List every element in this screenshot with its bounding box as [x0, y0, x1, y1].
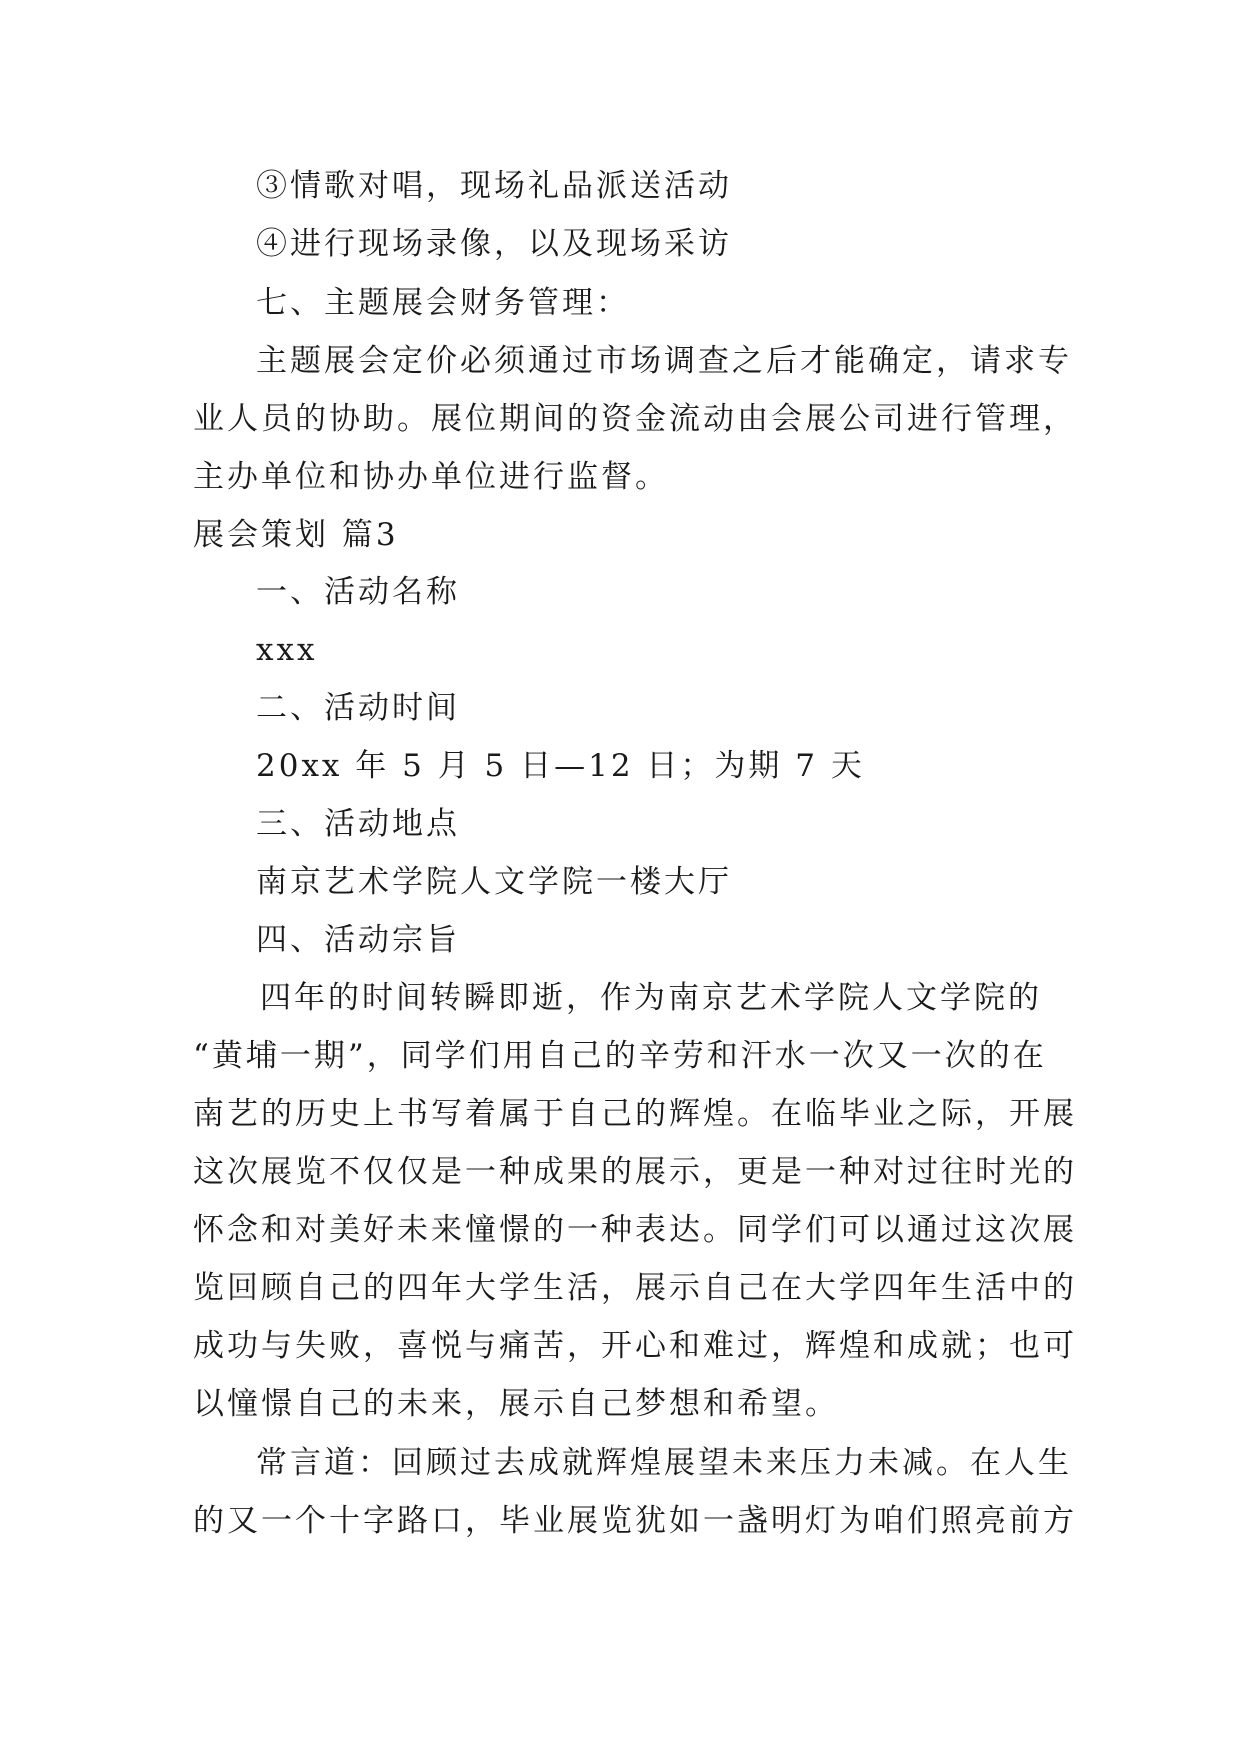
activity-time: 20xx 年 5 月 5 日—12 日；为期 7 天 — [256, 748, 865, 784]
section-heading-1: 一、活动名称 — [256, 574, 460, 610]
paragraph-line: 主办单位和协办单位进行监督。 — [193, 459, 669, 495]
section-heading-3: 三、活动地点 — [256, 806, 460, 842]
paragraph-line: 常言道：回顾过去成就辉煌展望未来压力未减。在人生 — [256, 1445, 1072, 1481]
section-heading-7: 七、主题展会财务管理： — [256, 285, 630, 321]
paragraph-line: 主题展会定价必须通过市场调查之后才能确定，请求专 — [256, 343, 1072, 379]
paragraph-line: 的又一个十字路口，毕业展览犹如一盏明灯为咱们照亮前方 — [193, 1503, 1077, 1539]
paragraph-line: 这次展览不仅仅是一种成果的展示，更是一种对过往时光的 — [193, 1154, 1077, 1190]
section-heading-4: 四、活动宗旨 — [256, 922, 460, 958]
paragraph-line: 怀念和对美好未来憧憬的一种表达。同学们可以通过这次展 — [193, 1212, 1077, 1248]
list-item-3: ③情歌对唱，现场礼品派送活动 — [256, 168, 732, 204]
paragraph-line: 四年的时间转瞬即逝，作为南京艺术学院人文学院的 — [260, 980, 1042, 1016]
list-item-4: ④进行现场录像，以及现场采访 — [256, 226, 732, 262]
article-title: 展会策划 篇3 — [193, 517, 399, 553]
activity-name: xxx — [256, 632, 318, 668]
paragraph-line: 成功与失败，喜悦与痛苦，开心和难过，辉煌和成就；也可 — [193, 1328, 1077, 1364]
paragraph-line: “黄埔一期”，同学们用自己的辛劳和汗水一次又一次的在 — [193, 1038, 1047, 1074]
activity-location: 南京艺术学院人文学院一楼大厅 — [256, 864, 732, 900]
paragraph-line: 览回顾自己的四年大学生活，展示自己在大学四年生活中的 — [193, 1270, 1077, 1306]
section-heading-2: 二、活动时间 — [256, 690, 460, 726]
paragraph-line: 以憧憬自己的未来，展示自己梦想和希望。 — [193, 1386, 839, 1422]
paragraph-line: 业人员的协助。展位期间的资金流动由会展公司进行管理， — [193, 401, 1077, 437]
paragraph-line: 南艺的历史上书写着属于自己的辉煌。在临毕业之际，开展 — [193, 1096, 1077, 1132]
